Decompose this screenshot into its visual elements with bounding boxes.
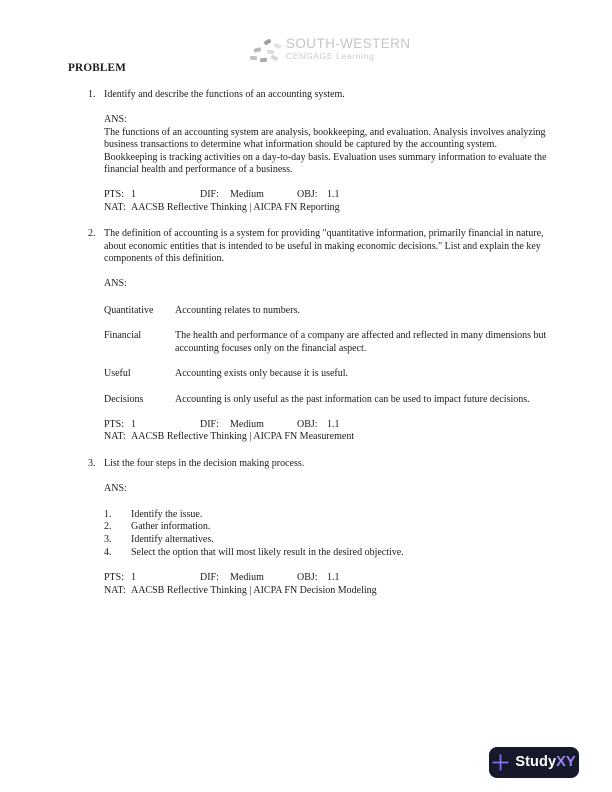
dif-label: DIF: [200, 418, 219, 430]
list-item-number: 1. [104, 508, 112, 520]
obj-value: 1.1 [327, 572, 340, 584]
question-number: 1. [88, 89, 96, 100]
list-item [104, 509, 550, 522]
definition-cell: Accounting is only useful as the past information can be used to impact future decisions. [175, 393, 530, 405]
table-row [104, 394, 550, 406]
list-item-text: Identify alternatives. [131, 533, 214, 545]
nat-line [104, 585, 550, 597]
term-cell: Financial [104, 330, 142, 342]
table-row [104, 368, 550, 380]
list-item [104, 534, 550, 547]
obj-value: 1.1 [327, 189, 340, 201]
list-item-text: Identify the issue. [131, 508, 203, 520]
answer-table [104, 305, 550, 406]
list-item-number: 2. [104, 521, 112, 533]
question-1 [68, 89, 550, 214]
nat-line [104, 431, 550, 443]
pts-label: PTS: [104, 572, 125, 584]
question-2 [68, 228, 550, 443]
pts-value: 1 [131, 572, 136, 584]
question-number: 2. [88, 228, 96, 240]
question-text: Identify and describe the functions of an accounting system. [104, 89, 345, 100]
nat-value: AACSB Reflective Thinking | AICPA FN Measurement [131, 431, 355, 443]
term-cell: Decisions [104, 393, 144, 405]
badge-text [515, 754, 576, 771]
term-cell: Quantitative [104, 304, 154, 316]
dif-value: Medium [230, 418, 264, 430]
scoring-line [104, 572, 550, 584]
list-item-number: 3. [104, 533, 112, 545]
nat-label: NAT: [104, 201, 126, 213]
obj-label: OBJ: [297, 189, 318, 201]
pts-label: PTS: [104, 189, 125, 201]
document-content [68, 62, 550, 597]
dif-value: Medium [230, 189, 264, 201]
list-item-text: Select the option that will most likely result in the desired objective. [131, 546, 404, 558]
list-item-text: Gather information. [131, 521, 211, 533]
answer-list [104, 509, 550, 560]
question-3 [68, 458, 550, 597]
plus-icon [492, 754, 509, 771]
list-item [104, 521, 550, 534]
nat-label: NAT: [104, 431, 126, 443]
obj-label: OBJ: [297, 418, 318, 430]
table-row [104, 305, 550, 317]
definition-cell: Accounting relates to numbers. [175, 304, 300, 316]
dif-value: Medium [230, 572, 264, 584]
nat-line [104, 202, 550, 214]
question-number: 3. [88, 457, 96, 469]
definition-cell: The health and performance of a company are affected and reflected in many dimensions but accounting focuses only on the financial aspect. [175, 330, 547, 354]
badge-study: Study [515, 754, 557, 771]
studyxy-badge[interactable] [489, 747, 579, 778]
term-cell: Useful [104, 368, 131, 380]
pts-value: 1 [131, 418, 136, 430]
publisher-brand: SOUTH-WESTERN [286, 36, 411, 51]
nat-value: AACSB Reflective Thinking | AICPA FN Decision Modeling [131, 584, 377, 596]
answer-paragraph: The functions of an accounting system are analysis, bookkeeping, and evaluation. Analysis involves analyzing business transactions to determine what information should be captured by the accounting system. Bookkeeping is tracking activities on a day-to-day basis. Evaluation uses summary information to evaluate the financial health and performance of a business. [104, 126, 547, 176]
publisher-subbrand: CENGAGE Learning [286, 51, 375, 61]
nat-label: NAT: [104, 584, 126, 596]
answer-label: ANS: [104, 483, 127, 495]
section-heading: PROBLEM [68, 62, 126, 74]
pts-value: 1 [131, 189, 136, 201]
dif-label: DIF: [200, 572, 219, 584]
scoring-line [104, 189, 550, 201]
dif-label: DIF: [200, 189, 219, 201]
pts-label: PTS: [104, 418, 125, 430]
list-item [104, 547, 550, 560]
obj-value: 1.1 [327, 418, 340, 430]
definition-cell: Accounting exists only because it is useful. [175, 368, 349, 380]
question-text: List the four steps in the decision making process. [104, 457, 305, 469]
answer-label: ANS: [104, 114, 127, 126]
nat-value: AACSB Reflective Thinking | AICPA FN Reporting [131, 201, 340, 213]
question-text: The definition of accounting is a system for providing "quantitative information, primarily financial in nature, about economic entities that is intended to be useful in making economic decisions." List and explain the key components of this definition. [104, 228, 544, 265]
table-row [104, 330, 550, 355]
list-item-number: 4. [104, 546, 112, 558]
scoring-line [104, 419, 550, 431]
badge-xy: XY [556, 754, 576, 771]
obj-label: OBJ: [297, 572, 318, 584]
answer-label: ANS: [104, 278, 127, 290]
